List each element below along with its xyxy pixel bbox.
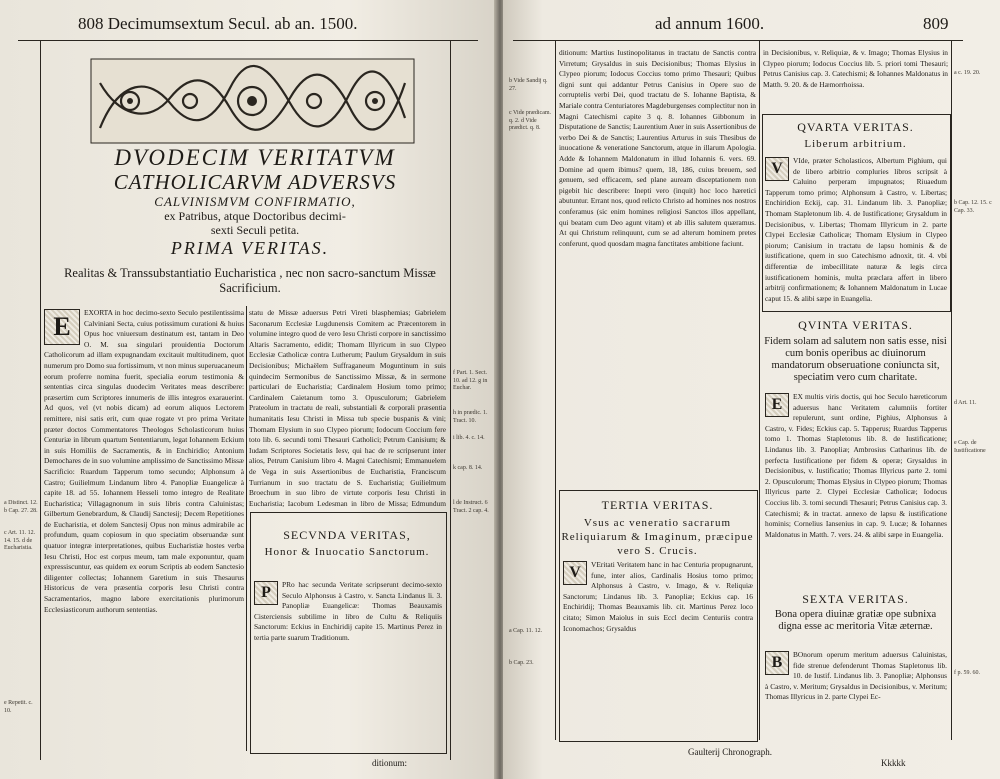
tertia-text — [563, 560, 753, 736]
section-heading-quinta: QVINTA VERITAS. — [798, 318, 913, 332]
margin-note: c Vide prædicam. q. 2. d Vide prædict. q. 8. — [509, 110, 552, 131]
title-line-1: DVODECIM VERITATVM — [114, 145, 396, 170]
section-sub-quinta: Fidem solam ad salutem non satis esse, nisi cum bonis operibus ac diuinorum mandatorum obseruatione coniuncta sit, speciatim vero cum charitate. — [764, 336, 947, 383]
quarta-text — [765, 156, 947, 306]
margin-note: c Art. 11. 12. 14. 15. d de Eucharistia. — [4, 530, 36, 551]
left-col-1 — [44, 308, 244, 748]
section-heading-quarta: QVARTA VERITAS. — [797, 120, 914, 134]
left-margin-rule — [555, 40, 556, 740]
secunda-text — [254, 580, 442, 748]
main-title — [70, 145, 440, 237]
quinta-text-body: EX multis viris doctis, qui hoc Seculo hæreticorum aduersus hanc Veritatem calumniis fortiter repulerunt, sunt ordine, Pighius, Alphonsus à Castro, v. Fides; Eckius cap. 5. Tapperus; Ruardus Tapperus tomo 1. Thomas Stapletonus lib. 8. de Iustificatione; Lindanus lib. 3. Panopliæ; Ambrosius Catharinus lib. de perfecta Iustificatione per fidem & operæ; Grysaldus in Decisionibus, v. Iustificatio; Thomas Illyricus parte 2. tomi 2. Opusculorum; Thomas Elysius in Clypeo piorum; Thomas Illyricus parte 2. Clypei Ecclesiæ Catholicæ; Iodocus Coccius lib. 3. tomi secundi Thesauri; Petrus Canisius cap. 3. Catechismi; & in tractat. annexo de lapsu & iustificatione hominis; Cornelius Iansenius in cap. 9. Lucæ; & Iohannes Maldonatus in Matth. 7. vers. 24. & alibi sæpe in Euangelia. — [765, 392, 947, 539]
margin-note: b Vide Sandij q. 27. — [509, 78, 548, 92]
dropcap-b: B — [765, 651, 789, 675]
quinta-text — [765, 392, 947, 584]
left-col-2-text: statu de Missæ aduersus Petri Vireti blasphemias; Gabrielem Saconarum Ecclesiæ Lugdunensis Comitem ac Præcentorem in volumine integro quod de vero Iesu Christi corpore in sanctissimo Altaris Sacramento, edidit; Thomam Illyricum in suo Clypeo Ecclesiæ Catholicæ contra Lutherum; Paulum Grysaldum in suis Decisionibus; Michaëlem Suffraganeum Moguntinum in suis quindecim Sermonibus de Sanctissimo Missæ, & in sermone particulari de Eucharistia; Cardinalem Hosium tomo primo; Cardinalem Caietanum tomo 3. Opusculorum; Gabrielem Prateolum in tractatu de reali, substantiali & corporali præsentia humanitatis Iesu Christi in Missa tub specie buspanis & vini; Thomam Elysium in suo Clypeo piorum; Iodocum Coccium fere toto lib. 6. secundi tomi Thesauri Catholici; Petrum Canisium; & Iudam Scriptores Societatis Iesv, qui hac de re scripserunt inter alios, Petrum Canisium libro 4. Magni Catechismi; Emmanuelem de Vega in suis Assertionibus de Eucharistia, Franciscum Turrianum in suo tractatu de S. Eucharistia; Guilielmum Broechum in suo libro de virtute corporis Iesu Christi in Eucharistia; Iacobum Ledesman in libro de Missa; Edmundum — [249, 308, 446, 508]
column-divider — [759, 40, 760, 740]
right-col-1 — [559, 48, 756, 484]
section-heading-secunda: SECVNDA VERITAS, — [283, 528, 411, 542]
margin-note: f Part. 1. Sect. 10. ad 12. g in Euchar. — [453, 370, 488, 391]
sexta-text-body: BOnorum operum meritum aduersus Caluinistas, fide strenue defenderunt Thomas Stapletonus lib. 10. de Iustif. Lindanus lib. 3. Panopliæ; Alphonsus à Castro, v. Meritum; Grysaldus in Decisionibus, v. Meritum; Thomas Illyricus in 2. parte Clypei Ec- — [765, 650, 947, 702]
margin-note: a c. 19. 20. — [954, 70, 981, 76]
margin-note: i lib. 4. c. 14. — [453, 435, 485, 441]
section-sub-tertia: Vsus ac veneratio sacrarum Reliquiarum & Imaginum, præcipue vero S. Crucis. — [561, 517, 754, 557]
section-heading-prima: PRIMA VERITAS. — [170, 238, 330, 258]
sexta-text — [765, 650, 947, 742]
head-rule — [513, 40, 963, 41]
margin-note: k cap. 8. 14. — [453, 465, 483, 471]
right-page — [503, 0, 1000, 779]
right-running-head: ad annum 1600. — [655, 14, 765, 33]
margin-note: a Distinct. 12. b Cap. 27. 28. — [4, 500, 38, 514]
margin-note: d Art. 11. — [954, 400, 977, 406]
signature-mark: Kkkkk — [881, 758, 906, 768]
margin-note: b Cap. 12. 15. c Cap. 33. — [954, 200, 992, 214]
secunda-text-body: PRo hac secunda Veritate scripserunt decimo-sexto Seculo Alphonsus à Castro, v. Sancta Lindanus li. 3. Panopliæ Euangelicæ: Thomas Beauxamis Cisterciensis subtilime in libro de Cultu & Reliquiis Sanctorum: Eckius in Enchiridij capite 15. Martinus Perez in tertia parte suarum Traditionum. — [254, 580, 442, 642]
tertia-text-body: VEritati Veritatem hanc in hac Centuria propugnarunt, fune, inter alios, Cardinalis Hosius tomo primo; Alphonsus à Castro, v. Imago, & v. Reliquiæ Sanctorum; Lindanus lib. 3. Panopliæ; Eckius cap. 16 Enchiridij; Thomas Beauxamis lib. cit. Martinus Perez loco citato; Simon Maiolus in suis Eccl decim Centuriis contra Iconomachos; Grysaldus — [563, 560, 753, 633]
dropcap-e: E — [44, 309, 80, 345]
dropcap-v: V — [563, 561, 587, 585]
page-number: 809 — [923, 14, 949, 33]
section-sub-prima: Realitas & Transsubstantiatio Eucharistica , nec non sacro-sanctum Missæ Sacrificium. — [64, 266, 436, 295]
section-sub-quarta: Liberum arbitrium. — [804, 138, 907, 150]
right-margin-rule — [450, 40, 451, 760]
footer-text: Gaulterij Chronograph. — [688, 747, 772, 757]
title-line-4: ex Patribus, atque Doctoribus decimi- — [164, 209, 346, 223]
column-divider — [246, 306, 247, 751]
right-margin-rule — [951, 40, 952, 740]
title-line-3: CALVINISMVM CONFIRMATIO, — [154, 194, 356, 209]
right-col-1-text: ditionum: Martius Iustinopolitanus in tractatu de Sanctis contra Virretum; Grysaldus in suis Decisionibus; Thomas Elysius in Clypeo piorum; Iodocus Coccius tomo primo Thesauri; Quibus digni sunt qui addantur Petrus Canisius in Opere suo de corruptelis verbi Dei, quod tractatu de S. Iohanne Baptista, & Mariale contra Centuriatores Magdeburgenses complectitur non in Magni Catechismi capite 3 q. 8. Iohannes Gibbonum in Disputatione de Sanctis; Laurentium Auer in suis Assertionibus de verbo Dei & de Sanctis; Laurentius Arturus in suis Thesibus de inuocatione & veneratione Sanctorum, atque in illarum Apologia. Adde & Iohannem Maldonatum in illud Iohannis 6. vers. 69. Domine ad quem ibimus? quem, 18, 186, cuius breuem, sed genuem, sed efficacem, sed plane auream disceptationem non pigebit hic describere: Inepti vero (inquit) hoc loco hæretici abutuntur. Errant nos, quod relicto Christo ad homines nos nostros conferamus (sic enim homines religiosi Sanctos illos appellant, qui beatam cum Deo agunt vitam) et ab illis salutem quæramus. At qui Christum relinquunt, cum se ad alterum hominem pretes conferunt, quod quosdam magna fanctitates ambitione faciunt. — [559, 48, 756, 248]
right-col-2-top-text: in Decisionibus, v. Reliquiæ, & v. Imago; Thomas Elysius in Clypeo piorum; Iodocus Coccius lib. 5. priori tomi Thesauri; Petrus Canisius cap. 3. Catechismi; & Iohannes Maldonatus in Matth. 9. 20. & de Hæmorrhoissa. — [763, 48, 948, 89]
title-line-5: sexti Seculi petita. — [210, 223, 300, 237]
catchword: ditionum: — [372, 758, 408, 768]
dropcap-v2: V — [765, 157, 789, 181]
ornament-headpiece — [90, 58, 415, 144]
margin-note: l de Instruct. 6 Tract. 2 cap. 4. — [453, 500, 489, 514]
title-line-2: CATHOLICARVM ADVERSVS — [113, 170, 397, 194]
left-col-2 — [249, 308, 446, 508]
section-heading-sexta: SEXTA VERITAS. — [802, 592, 909, 606]
quarta-text-body: VIde, præter Scholasticos, Albertum Pighium, qui de libero arbitrio compluries libros scripsit à Caluino perperam impugnatos; Riuaedum Tapperum tomo primo; Alphonsum à Castro, v. Libertas; Enchiridion Eckij, cap. 31. Lindanum lib. 3. Panopliæ; Thomam Stapletonum lib. 4. de Iustificatione; Grysaldum in Decisionibus, v. Libertas; Thomam Illyricum in 2. parte Clypei Ecclesiæ Catholicæ; Thomam Elysium in Clypeo piorum; Canisium in tractatu de lapsu hominis & de iustificatione, quem in suo Catechismo adnoxit, tit. 4. vbi differentiæ de imbecillitate naturæ & legis circa iustificationem hominis, multa præclara affert in libero arbitrij confirmationem; & Iohannem Maldonatum in Lucae caput 15. & alibi sæpe in Euangelia. — [765, 156, 947, 303]
margin-note: f p. 59. 60. — [954, 670, 980, 676]
dropcap-p: P — [254, 581, 278, 605]
left-page — [0, 0, 497, 779]
left-running-head: 808 Decimumsextum Secul. ab an. 1500. — [78, 14, 358, 33]
right-col-2-top — [763, 48, 948, 112]
section-sub-secunda: Honor & Inuocatio Sanctorum. — [264, 546, 430, 558]
dropcap-e2: E — [765, 393, 789, 417]
margin-note: e Cap. de Iustificatione — [954, 440, 986, 454]
head-rule — [18, 40, 478, 41]
margin-note: a Cap. 11. 12. — [509, 628, 543, 634]
section-heading-tertia: TERTIA VERITAS. — [601, 498, 714, 512]
left-col-1-text: EXORTA in hoc decimo-sexto Seculo pestilentissima Calviniani Secta, cuius potissimum curationi & huius Opus hoc vniuersum destinatum est, tantam in Deo O. M. sua singulari prouidentia Doctorum Catholicorum ad illam expugnandam excitauit multitudinem, quot numerum pro Domo sua fortissimum, vt non minus superuacaneum eorum proferre nomina fuerit, specialia eorum testimonia & sententias circa singulas duodecim Veritates meas describere: præsertim cum Scriptores innumeris de illis integros exarauerint. Ad quos, vel (vt nobis dicam) ad eorum aliquos Lectorem remittere, nisi satis erit, cum quae rogate vt pro prima Veritate præter doctos Commentatores Theologos Scholasticorum huius Centuriæ in librum quartum Sententiarum, legat Iohannem Eckium in suis Homiliis de Sacramentis, & in Enchiridio; Antonium Demochares de in suo volumine amplissimo de Sanctissimo Missæ Sacrificio: Ruardum Tapperum tomo secundo; Alphonsum à Castro; Guilielmum Lindanum libro 4. Panopliæ Euangelicæ à capite 18. ad 55. Iohannem Hesseli tomo integro de Realitate Eucharistica; Villagagnonum in suis libris contra Caluinistas; Gilbertum Genebrardum, & Claudij Sanctesij; Decem Repetitiones de Eucharistia, et dolem Sanctesij Opus non minus admirabile ac profundum, quam copiosum in quo speciatim obseruandæ sunt quatuor integræ interpretationes, quibus Eucharistiæ hostes verba Iesu Christi, Hoc est corpus meum, tam male exponuntur, quam expressiscuntur, eas quidem ex eorum Scriptis ab eodem Sanctesio diligenter collectas; Iohannem Garetium in suis Thesaurus Historicus de vera præsentia corporis Iesu Christi contra Sacramentarios, magno labore exercitationis plurimorum Ecclesiasticorum authorum sententias. — [44, 308, 244, 614]
margin-note: h in prædic. 1. Tract. 10. — [453, 410, 488, 424]
section-sub-sexta: Bona opera diuinæ gratiæ ope subnixa digna esse ac meritoria Vitæ æternæ. — [774, 609, 937, 632]
left-margin-rule — [40, 40, 41, 760]
margin-note: b Cap. 23. — [509, 660, 534, 666]
margin-note: e Repetit. c. 10. — [4, 700, 33, 714]
